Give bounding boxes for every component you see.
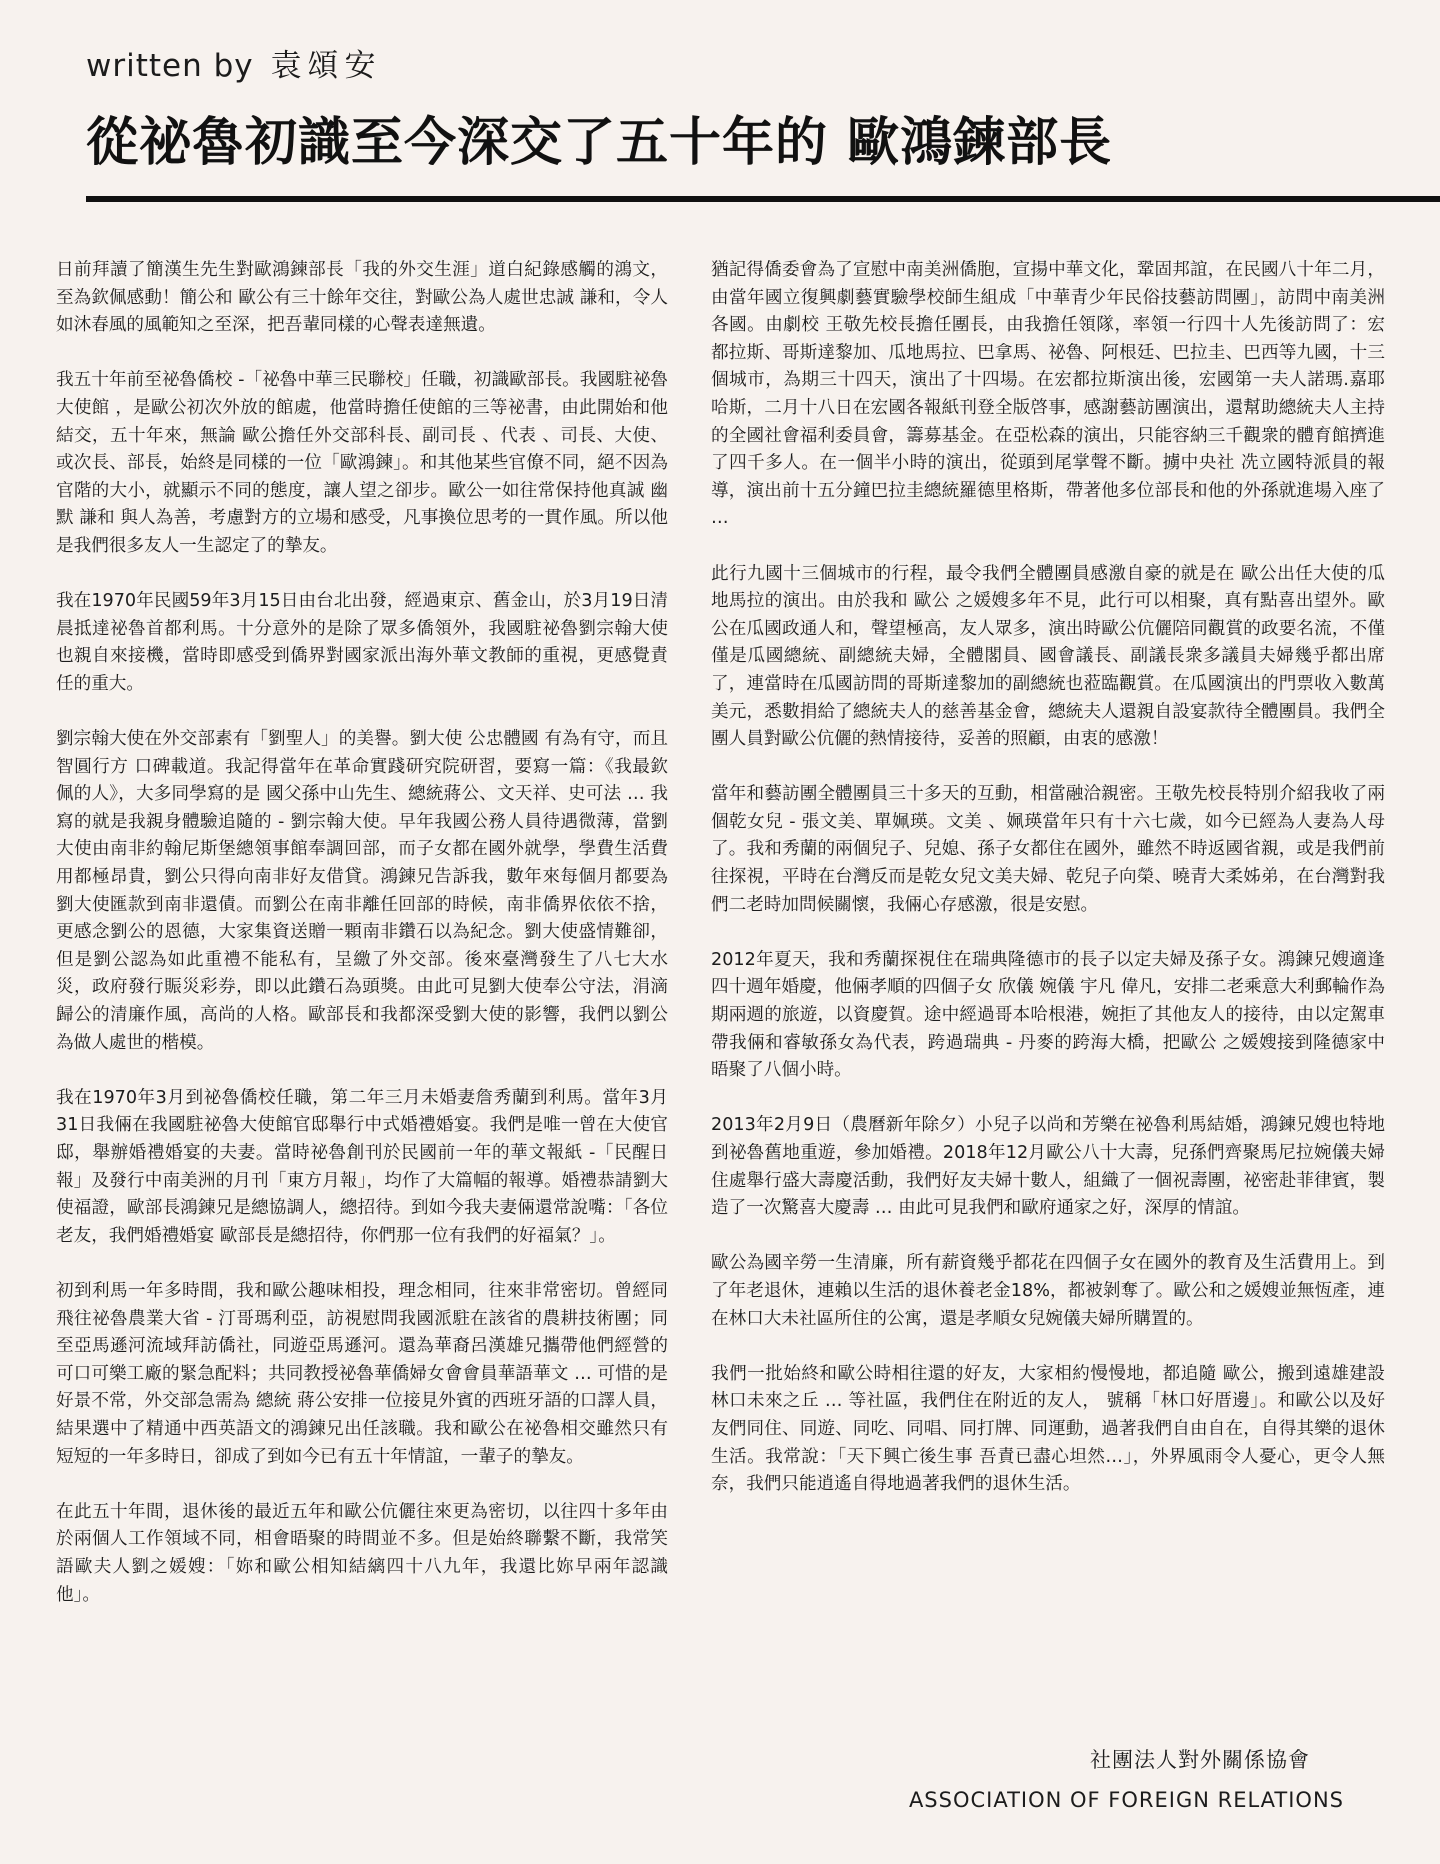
paragraph: 此行九國十三個城市的行程，最令我們全體團員感激自豪的就是在 歐公出任大使的瓜地馬拉的演出。由於我和 歐公 之媛嫂多年不見，此行可以相聚，真有點喜出望外。歐公在瓜國政通人和，聲望極高，友人眾多，演出時歐公伉儷陪同觀賞的政要名流，不僅僅是瓜國總統、副總統夫婦，全體閣員、國會議長、副議長衆多議員夫婦幾乎都出席了，連當時在瓜國訪問的哥斯達黎加的副總統也蒞臨觀賞。在瓜國演出的門票收入數萬美元，悉數捐給了總統夫人的慈善基金會，總統夫人還親自設宴款待全體團員。我們全團人員對歐公伉儷的熱情接待，妥善的照顧，由衷的感激！ bbox=[711, 563, 1385, 750]
paragraph: 初到利馬一年多時間，我和歐公趣味相投，理念相同，往來非常密切。曾經同飛往祕魯農業大省 - 汀哥瑪利亞，訪視慰問我國派駐在該省的農耕技術團；同至亞馬遜河流域拜訪僑社，同遊亞馬遜河。還為華裔呂漢雄兄攜帶他們經營的可口可樂工廠的緊急配料；共同教授祕魯華僑婦女會會員華語華文 … 可惜的是好景不常，外交部急需為 總統 蔣公安排一位接見外賓的西班牙語的口譯人員，結果選中了精通中西英語文的鴻鍊兄出任該職。我和歐公在祕魯相交雖然只有短短的一年多時日，卻成了到如今已有五十年情誼，一輩子的摯友。 bbox=[56, 1280, 668, 1467]
article-header bbox=[86, 44, 1386, 178]
paragraph: 2013年2月9日（農曆新年除夕）小兒子以尚和芳樂在祕魯利馬結婚，鴻鍊兄嫂也特地到祕魯舊地重遊，參加婚禮。2018年12月歐公八十大壽，兒孫們齊聚馬尼拉婉儀夫婦住處舉行盛大壽慶活動，我們好友夫婦十數人，組織了一個祝壽團，祕密赴菲律賓，製造了一次驚喜大慶壽 … 由此可見我們和歐府通家之好，深厚的情誼。 bbox=[711, 1115, 1385, 1219]
right-column bbox=[711, 257, 1385, 1526]
paragraph: 劉宗翰大使在外交部素有「劉聖人」的美譽。劉大使 公忠體國 有為有守，而且智圓行方 口碑載道。我記得當年在革命實踐研究院研習，要寫一篇：《我最欽佩的人》，大多同學寫的是 國父孫中山先生、總統蔣公、文天祥、史可法 … 我寫的就是我親身體驗追隨的 - 劉宗翰大使。早年我國公務人員待遇微薄，當劉大使由南非約翰尼斯堡總領事館奉調回部，而子女都在國外就學，學費生活費用都極昂貴，劉公只得向南非好友借貸。鴻鍊兄告訴我，數年來每個月都要為劉大使匯款到南非還債。而劉公在南非離任回部的時候，南非僑界依依不捨，更感念劉公的恩德，大家集資送贈一顆南非鑽石以為紀念。劉大使盛情難卻，但是劉公認為如此重禮不能私有，呈繳了外交部。後來臺灣發生了八七大水災，政府發行賑災彩券，即以此鑽石為頭獎。由此可見劉大使奉公守法，涓滴歸公的清廉作風，高尚的人格。歐部長和我都深受劉大使的影響，我們以劉公為做人處世的楷模。 bbox=[56, 729, 668, 1053]
title-divider bbox=[86, 196, 1440, 202]
footer-organization bbox=[909, 1743, 1344, 1817]
paragraph: 在此五十年間，退休後的最近五年和歐公伉儷往來更為密切，以往四十多年由於兩個人工作領域不同，相會晤聚的時間並不多。但是始終聯繫不斷，我常笑語歐夫人劉之媛嫂：「妳和歐公相知結縭四十八九年，我還比妳早兩年認識他」。 bbox=[56, 1501, 668, 1605]
paragraph: 我們一批始終和歐公時相往還的好友，大家相約慢慢地，都追隨 歐公，搬到遠雄建設林口未來之丘 … 等社區，我們住在附近的友人， 號稱「林口好厝邊」。和歐公以及好友們同住、同遊、同吃、同唱、同打牌、同運動，過著我們自由自在，自得其樂的退休生活。我常說：「天下興亡後生事 吾責已盡心坦然…」，外界風雨令人憂心，更令人無奈，我們只能逍遙自得地過著我們的退休生活。 bbox=[711, 1363, 1385, 1495]
paragraph: 歐公為國辛勞一生清廉，所有薪資幾乎都花在四個子女在國外的教育及生活費用上。到了年老退休，連賴以生活的退休養老金18%，都被剝奪了。歐公和之媛嫂並無恆產，連在林口大未社區所住的公寓，還是孝順女兒婉儀夫婦所購置的。 bbox=[711, 1253, 1385, 1329]
left-column bbox=[56, 257, 668, 1637]
byline bbox=[86, 44, 1386, 88]
organization-name-zh: 社團法人對外關係協會 bbox=[1090, 1748, 1310, 1772]
paragraph: 我在1970年民國59年3月15日由台北出發，經過東京、舊金山，於3月19日清晨抵達祕魯首都利馬。十分意外的是除了眾多僑領外，我國駐祕魯劉宗翰大使也親自來接機，當時即感受到僑界對國家派出海外華文教師的重視，更感覺責任的重大。 bbox=[56, 591, 668, 694]
article-title: 從祕魯初識至今深交了五十年的 歐鴻鍊部長 bbox=[86, 113, 1113, 173]
organization-name-en: ASSOCIATION OF FOREIGN RELATIONS bbox=[908, 1788, 1344, 1812]
author-name: 袁頌安 bbox=[270, 48, 382, 84]
paragraph: 當年和藝訪團全體團員三十多天的互動，相當融洽親密。王敬先校長特別介紹我收了兩個乾女兒 - 張文美、單姵瑛。文美 、姵瑛當年只有十六七歲，如今已經為人妻為人母了。我和秀蘭的兩個兒子、兒媳、孫子女都住在國外，雖然不時返國省親，或是我們前往探視，平時在台灣反而是乾女兒文美夫婦、乾兒子向榮、曉青大柔姊弟，在台灣對我們二老時加問候關懷，我倆心存感激，很是安慰。 bbox=[711, 784, 1385, 915]
paragraph: 我五十年前至祕魯僑校 -「祕魯中華三民聯校」任職，初識歐部長。我國駐祕魯大使館 ，是歐公初次外放的館處，他當時擔任使館的三等祕書，由此開始和他結交，五十年來，無論 歐公擔任外交部科長、副司長 、代表 、司長、大使、或次長、部長，始終是同樣的一位「歐鴻鍊」。和其他某些官僚不同，絕不因為官階的大小，就顯示不同的態度，讓人望之卻步。歐公一如往常保持他真誠 幽默 謙和 與人為善，考慮對方的立場和感受，凡事換位思考的一貫作風。所以他是我們很多友人一生認定了的摯友。 bbox=[56, 370, 668, 556]
byline-prefix: written by bbox=[86, 48, 254, 84]
paragraph: 我在1970年3月到祕魯僑校任職，第二年三月未婚妻詹秀蘭到利馬。當年3月31日我倆在我國駐祕魯大使館官邸舉行中式婚禮婚宴。我們是唯一曾在大使官邸，舉辦婚禮婚宴的夫妻。當時祕魯創刊於民國前一年的華文報紙 -「民醒日報」及發行中南美洲的月刊「東方月報」，均作了大篇幅的報導。婚禮恭請劉大使福證，歐部長鴻鍊兄是總協調人，總招待。到如今我夫妻倆還常說嘴：「各位老友，我們婚禮婚宴 歐部長是總招待，你們那一位有我們的好福氣？」。 bbox=[56, 1087, 668, 1246]
paragraph: 日前拜讀了簡漢生先生對歐鴻鍊部長「我的外交生涯」道白紀錄感觸的鴻文，至為欽佩感動！簡公和 歐公有三十餘年交往，對歐公為人處世忠誠 謙和，令人如沐春風的風範知之至深，把吾輩同樣的心聲表達無遺。 bbox=[56, 260, 668, 336]
paragraph: 2012年夏天，我和秀蘭探視住在瑞典隆德市的長子以定夫婦及孫子女。鴻鍊兄嫂適逢四十週年婚慶，他倆孝順的四個子女 欣儀 婉儀 宇凡 偉凡，安排二老乘意大利郵輪作為期兩週的旅遊，以資慶賀。途中經過哥本哈根港，婉拒了其他友人的接待，由以定駕車帶我倆和睿敏孫女為代表，跨過瑞典 - 丹麥的跨海大橋，把歐公 之媛嫂接到隆德家中晤聚了八個小時。 bbox=[711, 949, 1385, 1081]
paragraph: 猶記得僑委會為了宣慰中南美洲僑胞，宣揚中華文化，鞏固邦誼，在民國八十年二月，由當年國立復興劇藝實驗學校師生組成「中華青少年民俗技藝訪問團」，訪問中南美洲各國。由劇校 王敬先校長擔任團長，由我擔任領隊，率領一行四十人先後訪問了：宏都拉斯、哥斯達黎加、瓜地馬拉、巴拿馬、祕魯、阿根廷、巴拉圭、巴西等九國，十三個城市，為期三十四天，演出了十四場。在宏都拉斯演出後，宏國第一夫人諾瑪.嘉耶哈斯，二月十八日在宏國各報紙刊登全版啓事，感謝藝訪團演出，還幫助總統夫人主持的全國社會福利委員會，籌募基金。在亞松森的演出，只能容納三千觀衆的體育館擠進了四千多人。在一個半小時的演出，從頭到尾掌聲不斷。擄中央社 冼立國特派員的報導，演出前十五分鐘巴拉圭總統羅德里格斯，帶著他多位部長和他的外孫就進場入座了 … bbox=[711, 260, 1385, 529]
